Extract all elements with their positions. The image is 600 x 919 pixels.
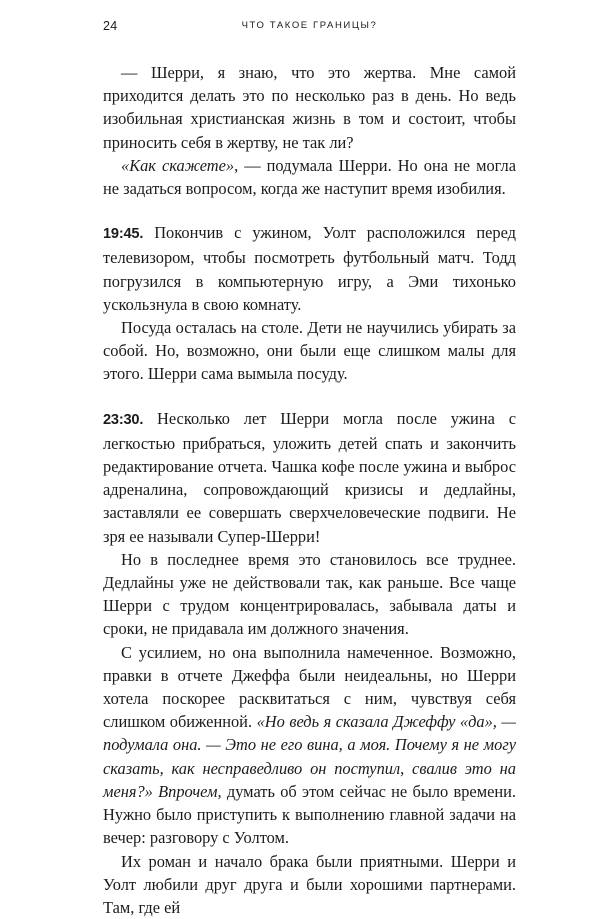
paragraph-text: Посуда осталась на столе. Дети не научились убирать за собой. Но, возможно, они были еще слишком малы для этого. Шерри сама вымыла посуду.	[103, 318, 516, 383]
paragraph-text: , — подумала Шерри. Но она не могла не задаться вопросом, когда же наступит время изобилия.	[103, 156, 516, 198]
paragraph-text: Несколько лет Шерри могла после ужина с легкостью прибраться, уложить детей спать и закончить редактирование отчета. Чашка кофе после ужина и выброс адреналина, сопровождающий кризисы и дедлайны, заставляли ее совершать сверхчеловеческие подвиги. Не зря ее называли Супер-Шерри!	[103, 409, 516, 546]
italic-quote: «Как скажете»	[121, 156, 234, 175]
paragraph-section-1945	[103, 221, 516, 316]
paragraph-text: С усилием, но она выполнила намеченное. Возможно, правки в отчете Джеффа были неидеальны, но Шерри хотела поскорее расквитаться с ним, чувствуя себя слишком обиженной.	[103, 643, 516, 732]
paragraph-text: — Шерри, я знаю, что это жертва. Мне самой приходится делать это по несколько раз в день. Но ведь изобильная христианская жизнь в том и состоит, чтобы приносить себя в жертву, не так ли?	[103, 63, 516, 152]
paragraph-romance	[103, 850, 516, 919]
paragraph-thought	[103, 154, 516, 200]
paragraph-report	[103, 641, 516, 850]
running-title: ЧТО ТАКОЕ ГРАНИЦЫ?	[103, 20, 516, 31]
paragraph-deadlines	[103, 548, 516, 641]
italic-thought: «Но ведь я сказала Джеффу «да», — подумала она. — Это не его вина, а моя. Почему я не могу сказать, как несправедливо он поступил, свалив это на меня?» Впрочем,	[103, 712, 516, 801]
body-text	[103, 61, 516, 919]
time-stamp: 19:45.	[103, 226, 143, 242]
paragraph-text: Их роман и начало брака были приятными. Шерри и Уолт любили друг друга и были хорошими партнерами. Там, где ей	[103, 852, 516, 917]
paragraph-text: думать об этом сейчас не было времени. Нужно было приступить к выполнению главной задачи на вечер: разговору с Уолтом.	[103, 782, 516, 847]
paragraph-text: Покончив с ужином, Уолт расположился перед телевизором, чтобы посмотреть футбольный матч. Тодд погрузился в компьютерную игру, а Эми тихонько ускользнула в свою комнату.	[103, 223, 516, 314]
paragraph-section-2330	[103, 407, 516, 548]
time-stamp: 23:30.	[103, 412, 143, 428]
page-number: 24	[103, 19, 118, 33]
paragraph-text: Но в последнее время это становилось все труднее. Дедлайны уже не действовали так, как раньше. Все чаще Шерри с трудом концентрировалась, забывала даты и сроки, не придавала им должного значения.	[103, 550, 516, 639]
paragraph-dialogue	[103, 61, 516, 154]
page-header	[103, 19, 516, 35]
paragraph-dishes	[103, 316, 516, 386]
